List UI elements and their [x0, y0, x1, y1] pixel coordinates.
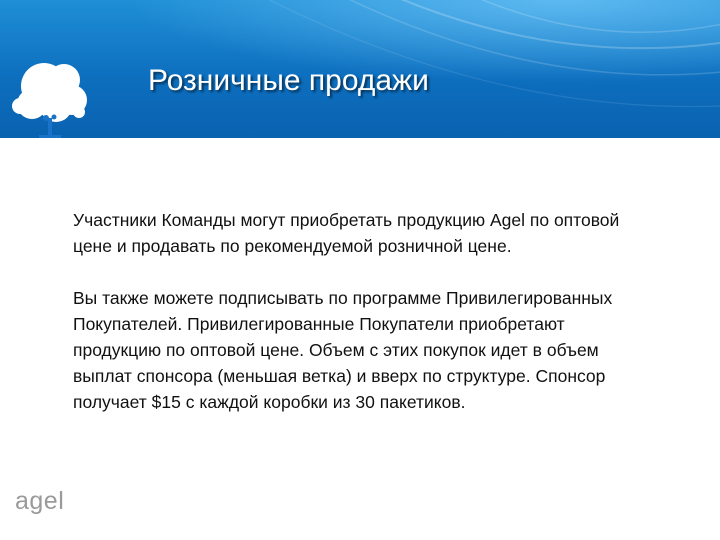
tree-icon	[6, 56, 98, 146]
paragraph-preferred-customers: Вы также можете подписывать по программе Привилегированных Покупателей. Привилегированные Покупатели приобретают продукцию по оптовой цене. Объем с этих покупок идет в объем выплат спонсора (меньшая ветка) и вверх по структуре. Спонсор получает $15 с каждой коробки из 30 пакетиков.	[73, 288, 613, 412]
slide-title: Розничные продажи	[148, 64, 429, 97]
agel-wordmark: agel	[15, 487, 65, 515]
body-text	[73, 207, 643, 415]
paragraph-team-members: Участники Команды могут приобретать продукцию Agel по оптовой цене и продавать по рекомендуемой розничной цене.	[73, 210, 620, 256]
